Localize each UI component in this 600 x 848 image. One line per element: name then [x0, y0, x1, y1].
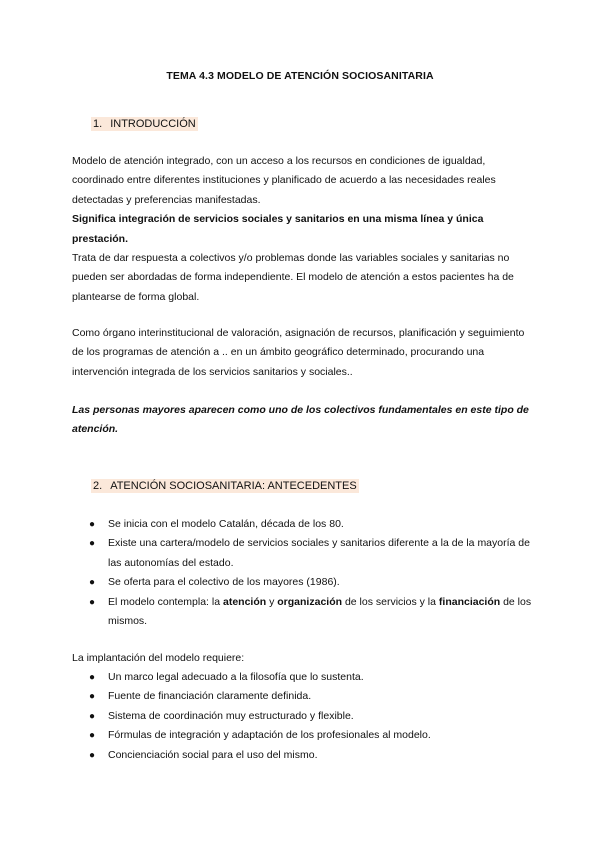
list-item: ● Fuente de financiación claramente definida.: [72, 687, 532, 706]
bullet-icon: ●: [89, 672, 96, 683]
bullet-icon: ●: [89, 596, 96, 608]
section-number: 2.: [93, 480, 103, 492]
section-title: INTRODUCCIÓN: [110, 118, 196, 130]
list-item: ● Existe una cartera/modelo de servicios sociales y sanitarios diferente a la de la mayoría de las autonomías del estado.: [72, 534, 532, 573]
intro-block: [72, 152, 532, 307]
section-heading-introduccion: [88, 116, 201, 132]
antecedentes-list: [72, 515, 532, 631]
list-item: ● Fórmulas de integración y adaptación de los profesionales al modelo.: [72, 726, 532, 745]
list-item: ● Se oferta para el colectivo de los mayores (1986).: [72, 573, 532, 592]
requirements-intro: La implantación del modelo requiere:: [72, 652, 245, 664]
bullet-icon: ●: [89, 749, 96, 761]
list-item: ● Sistema de coordinación muy estructurado y flexible.: [72, 707, 532, 726]
bullet-icon: ●: [89, 691, 96, 703]
section-title: ATENCIÓN SOCIOSANITARIA: ANTECEDENTES: [110, 480, 357, 492]
bullet-icon: ●: [89, 519, 96, 530]
intro-bold-statement: Significa integración de servicios sociales y sanitarios en una misma línea y única prestación.: [72, 213, 484, 245]
intro-paragraph: Modelo de atención integrado, con un acceso a los recursos en condiciones de igualdad, coordinado entre diferentes instituciones y planificado de acuerdo a las necesidades reales detectadas y preferencias manifestadas.: [72, 155, 496, 206]
bullet-icon: ●: [89, 577, 96, 589]
requirements-list: [72, 668, 532, 765]
list-item: ● El modelo contempla: la atención y organización de los servicios y la financiación de los mismos.: [72, 593, 532, 632]
list-item: ● Un marco legal adecuado a la filosofía que lo sustenta.: [72, 668, 532, 687]
document-title: TEMA 4.3 MODELO DE ATENCIÓN SOCIOSANITARIA: [166, 70, 434, 82]
section-number: 1.: [93, 118, 103, 130]
list-item: ● Concienciación social para el uso del mismo.: [72, 746, 532, 765]
organ-paragraph: Como órgano interinstitucional de valoración, asignación de recursos, planificación y seguimiento de los programas de atención a .. en un ámbito geográfico determinado, procurando una intervención integrada de los servicios sanitarios y sociales..: [72, 327, 525, 378]
emphasis-paragraph: Las personas mayores aparecen como uno de los colectivos fundamentales en este tipo de atención.: [72, 404, 529, 436]
section-heading-antecedentes: [88, 478, 362, 494]
bullet-icon: ●: [89, 710, 96, 722]
organ-paragraph-block: [72, 324, 532, 382]
bullet-icon: ●: [89, 730, 96, 742]
bullet-icon: ●: [89, 538, 96, 550]
requirements-intro-block: [72, 649, 532, 668]
list-item: ● Se inicia con el modelo Catalán, década de los 80.: [72, 515, 532, 534]
emphasis-block: [72, 401, 532, 440]
intro-paragraph-2: Trata de dar respuesta a colectivos y/o problemas donde las variables sociales y sanitarias no pueden ser abordadas de forma independiente. El modelo de atención a estos pacientes ha de plantearse de forma global.: [72, 252, 514, 303]
